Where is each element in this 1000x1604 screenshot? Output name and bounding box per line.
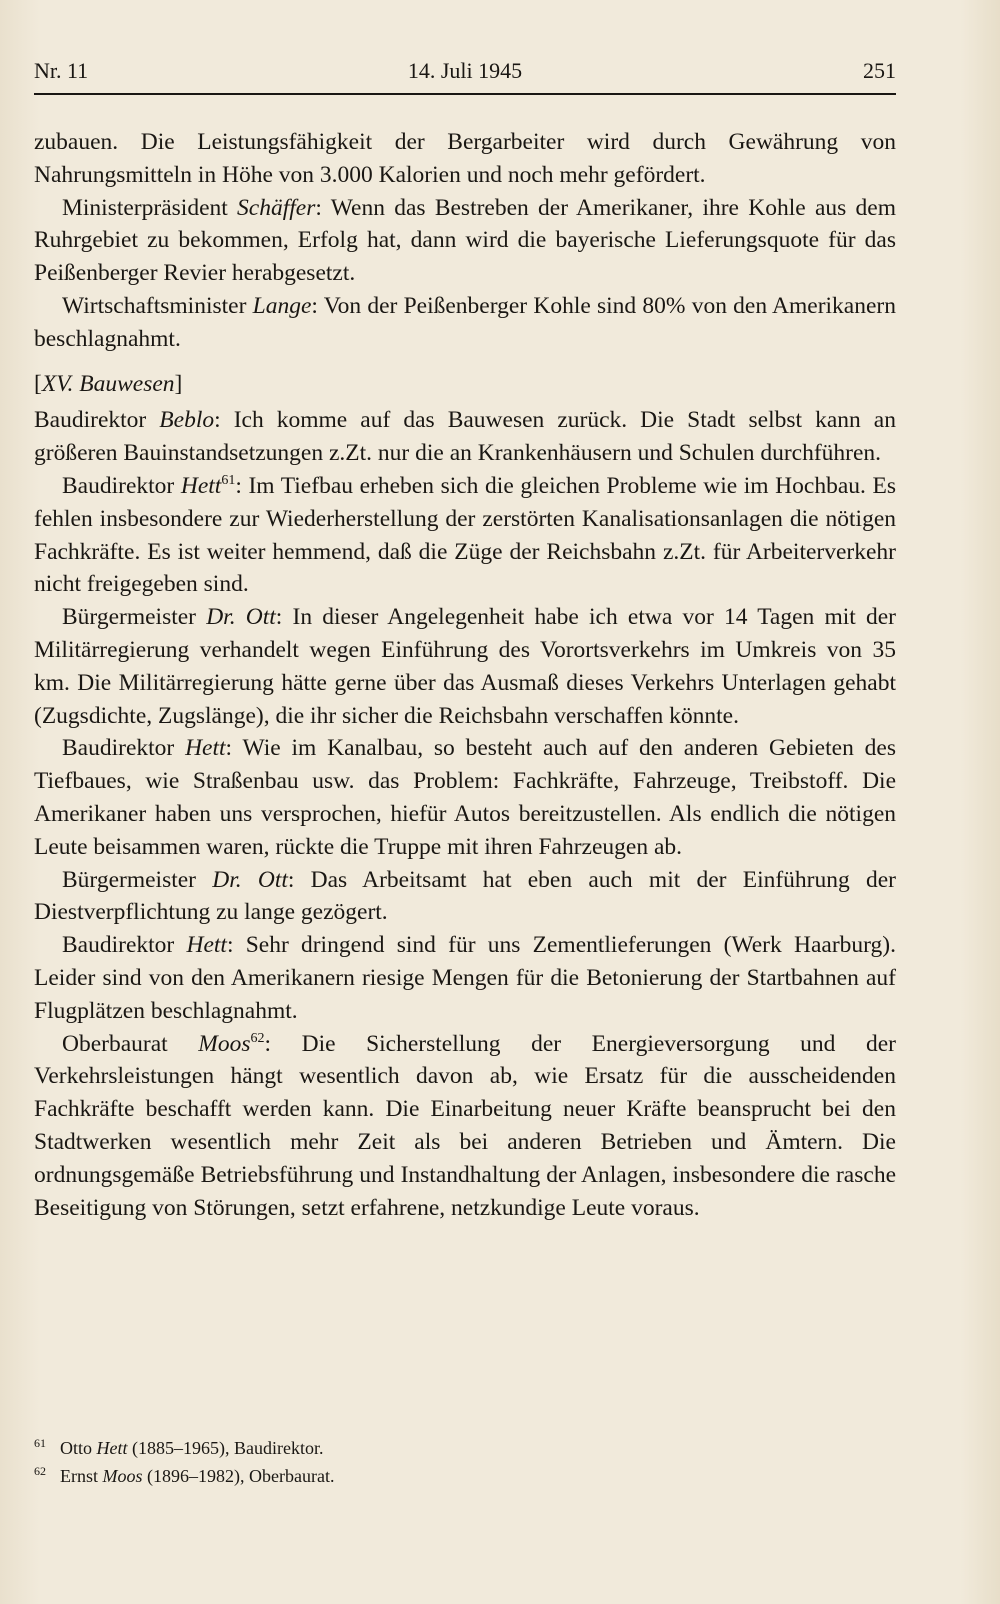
footnote-person: Moos xyxy=(102,1466,143,1486)
footnote-ref-61[interactable]: 61 xyxy=(221,473,236,489)
speaker-role: Baudirektor xyxy=(62,472,181,499)
issue-number: Nr. 11 xyxy=(34,58,89,83)
section-title: XV. Bauwesen xyxy=(41,370,175,397)
speaker-name: Schäffer xyxy=(237,194,316,221)
footnotes xyxy=(34,1434,896,1490)
section-bracket-open: [ xyxy=(34,370,42,397)
paragraph-ott-1 xyxy=(34,601,896,732)
speaker-role: Baudirektor xyxy=(34,407,160,434)
speaker-name: Moos xyxy=(198,1030,251,1057)
footnote-ref-62[interactable]: 62 xyxy=(250,1030,265,1046)
paragraph-text: : Das Arbeitsamt hat eben auch mit der Einführung der Diestverpflichtung zu lange gezögert. xyxy=(34,866,896,926)
paragraph-text: zubauen. Die Leistungsfähigkeit der Bergarbeiter wird durch Gewährung von Nahrungsmitteln in Höhe von 3.000 Kalorien und noch mehr gefördert. xyxy=(34,129,896,188)
speaker-role: Baudirektor xyxy=(62,932,187,959)
footnote-61: 61 Otto Hett (1885–1965), Baudirektor. xyxy=(34,1436,324,1458)
speaker-name: Beblo xyxy=(159,407,215,434)
footnote-text-pre: Ernst xyxy=(60,1466,103,1486)
speaker-role: Bürgermeister xyxy=(62,604,207,631)
paragraph-moos xyxy=(34,1028,896,1225)
speaker-role: Wirtschaftsminister xyxy=(62,292,253,319)
speaker-role: Oberbaurat xyxy=(62,1030,199,1057)
paragraph-text: : Sehr dringend sind für uns Zementlieferungen (Werk Haarburg). Leider sind von den Amerikanern riesige Mengen für die Betonierung der Startbahnen auf Flugplätzen beschlagnahmt. xyxy=(34,932,896,1024)
header-date: 14. Juli 1945 xyxy=(407,58,523,83)
paragraph-text: : Die Sicherstellung der Energieversorgung und der Verkehrsleistungen hängt wesentlich davon ab, wie Ersatz für die ausscheidenden Fachkräfte beschafft werden kann. Die Einarbeitung neuer Kräfte beansprucht bei den Stadtwerken wesentlich mehr Zeit als bei anderen Betrieben und Ämtern. Die ordnungsgemäße Betriebsführung und Instandhaltung der Anlagen, insbesondere die rasche Beseitigung von Störungen, setzt erfahrene, netzkundige Leute voraus. xyxy=(34,1030,896,1221)
paragraph-ott-2 xyxy=(34,864,896,930)
speaker-role: Baudirektor xyxy=(62,735,186,762)
running-header xyxy=(34,56,896,92)
footnote-62: 62 Ernst Moos (1896–1982), Oberbaurat. xyxy=(34,1464,335,1486)
paragraph-hett-3 xyxy=(34,929,896,1027)
paragraph-lange xyxy=(34,290,896,356)
speaker-name: Dr. Ott xyxy=(212,866,288,893)
footnote-person: Hett xyxy=(96,1438,128,1458)
paragraph-continuation xyxy=(34,126,896,192)
paragraph-text: : Wenn das Bestreben der Amerikaner, ihre Kohle aus dem Ruhrgebiet zu bekommen, Erfolg hat, dann wird die bayerische Lieferungsquote für das Peißenberger Revier herabgesetzt. xyxy=(34,194,896,287)
paragraph-schaeffer xyxy=(34,192,896,290)
footnote-text-post: (1896–1982), Oberbaurat. xyxy=(142,1466,335,1486)
main-text xyxy=(34,126,896,1224)
paragraph-text: : Von der Peißenberger Kohle sind 80% von den Amerikanern beschlagnahmt. xyxy=(34,292,896,352)
paragraph-hett-1 xyxy=(34,470,896,601)
paragraph-text: : Im Tiefbau erheben sich die gleichen Probleme wie im Hochbau. Es fehlen insbesondere zur Wiederherstellung der zerstörten Kanalisationsanlagen die nötigen Fachkräfte. Es ist weiter hemmend, daß die Züge der Reichsbahn z.Zt. für Arbeiterverkehr nicht freigegeben sind. xyxy=(34,472,896,598)
footnote-text-post: (1885–1965), Baudirektor. xyxy=(127,1438,324,1458)
paragraph-text: : In dieser Angelegenheit habe ich etwa vor 14 Tagen mit der Militärregierung verhandelt wegen Einführung des Vorortsverkehrs im Umkreis von 35 km. Die Militärregierung hätte gerne über das Ausmaß dieses Verkehrs Unterlagen gehabt (Zugsdichte, Zugslänge), die ihr sicher die Reichsbahn verschaffen könnte. xyxy=(34,604,896,729)
paragraph-text: : Wie im Kanalbau, so besteht auch auf den anderen Gebieten des Tiefbaues, wie Straßenbau usw. das Problem: Fachkräfte, Fahrzeuge, Treibstoff. Die Amerikaner haben uns versprochen, hiefür Autos bereitzustellen. Als endlich die nötigen Leute beisammen waren, rückte die Truppe mit ihren Fahrzeugen ab. xyxy=(34,735,896,860)
header-rule xyxy=(34,93,896,95)
speaker-name: Hett xyxy=(180,472,222,499)
page-number: 251 xyxy=(863,58,896,83)
paragraph-beblo xyxy=(34,404,896,470)
section-heading xyxy=(34,368,896,401)
speaker-role: Ministerpräsident xyxy=(62,194,238,221)
speaker-name: Lange xyxy=(252,292,312,319)
speaker-role: Bürgermeister xyxy=(62,866,213,893)
paragraph-hett-2 xyxy=(34,732,896,863)
speaker-name: Hett xyxy=(185,735,226,762)
paragraph-text: : Ich komme auf das Bauwesen zurück. Die Stadt selbst kann an größeren Bauinstandsetzungen z.Zt. nur die an Krankenhäusern und Schulen durchführen. xyxy=(34,407,896,467)
speaker-name: Hett xyxy=(186,932,227,959)
speaker-name: Dr. Ott xyxy=(206,604,276,631)
section-bracket-close: ] xyxy=(174,370,183,397)
footnote-text-pre: Otto xyxy=(60,1438,97,1458)
